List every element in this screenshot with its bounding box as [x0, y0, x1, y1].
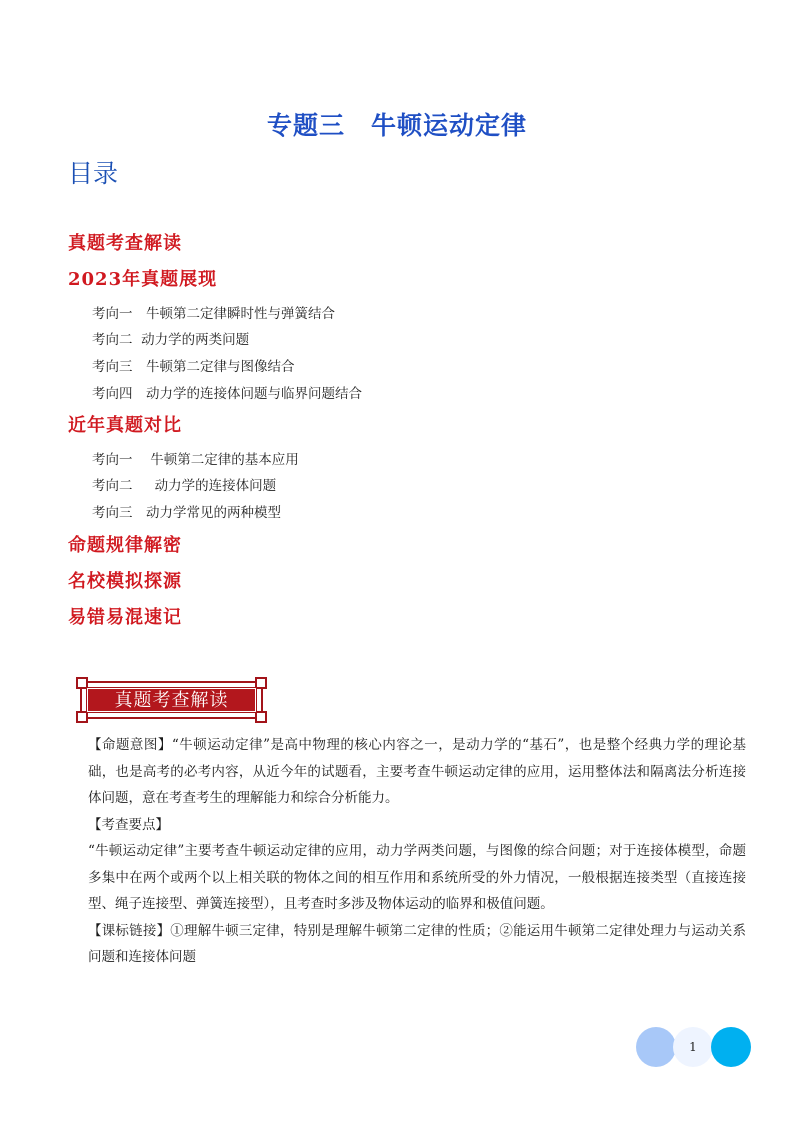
toc-item[interactable]: 考向三 牛顿第二定律与图像结合 — [92, 359, 295, 375]
page-decor-circle — [636, 1027, 676, 1067]
banner-label: 真题考查解读 — [87, 688, 256, 712]
toc-section-3[interactable]: 近年真题对比 — [68, 415, 182, 436]
paragraph-curriculum: 【课标链接】①理解牛顿三定律，特别是理解牛顿第二定律的性质；②能运用牛顿第二定律处理力与运动关系问题和连接体问题 — [88, 922, 746, 965]
toc-item[interactable]: 考向一 牛顿第二定律的基本应用 — [92, 452, 299, 468]
banner-corner-ornament — [255, 677, 267, 689]
banner-corner-ornament — [255, 711, 267, 723]
toc-section-5[interactable]: 名校模拟探源 — [68, 571, 182, 592]
toc-section-1[interactable]: 真题考查解读 — [68, 233, 182, 254]
toc-section-6[interactable]: 易错易混速记 — [68, 607, 182, 628]
toc-heading: 目录 — [68, 159, 119, 188]
page-title: 专题三 牛顿运动定律 — [266, 111, 527, 140]
paragraph-points-heading: 【考查要点】 — [88, 816, 169, 833]
toc-section-4[interactable]: 命题规律解密 — [68, 535, 182, 556]
toc-section-2[interactable]: 2023年真题展现 — [68, 269, 218, 290]
section-banner — [80, 681, 263, 719]
toc-item[interactable]: 考向四 动力学的连接体问题与临界问题结合 — [92, 386, 362, 402]
page-number-circle — [673, 1027, 713, 1067]
toc-item[interactable]: 考向二 动力学的连接体问题 — [92, 478, 277, 494]
body-content — [88, 732, 746, 971]
toc-item[interactable]: 考向二 动力学的两类问题 — [92, 332, 250, 348]
page-number: 1 — [689, 1040, 697, 1054]
toc-item[interactable]: 考向一 牛顿第二定律瞬时性与弹簧结合 — [92, 306, 335, 322]
paragraph-intent: 【命题意图】“牛顿运动定律”是高中物理的核心内容之一，是动力学的“基石”，也是整个经典力学的理论基础，也是高考的必考内容，从近今年的试题看，主要考查牛顿运动定律的应用，运用整体法和隔离法分析连接体问题，意在考查考生的理解能力和综合分析能力。 — [88, 737, 746, 806]
page-decor-circle — [711, 1027, 751, 1067]
paragraph-points: “牛顿运动定律”主要考查牛顿运动定律的应用，动力学两类问题，与图像的综合问题；对于连接体模型，命题多集中在两个或两个以上相关联的物体之间的相互作用和系统所受的外力情况，一般根据连接类型（直接连接型、绳子连接型、弹簧连接型），且考查时多涉及物体运动的临界和极值问题。 — [88, 843, 746, 912]
toc-item[interactable]: 考向三 动力学常见的两种模型 — [92, 505, 281, 521]
banner-corner-ornament — [76, 711, 88, 723]
